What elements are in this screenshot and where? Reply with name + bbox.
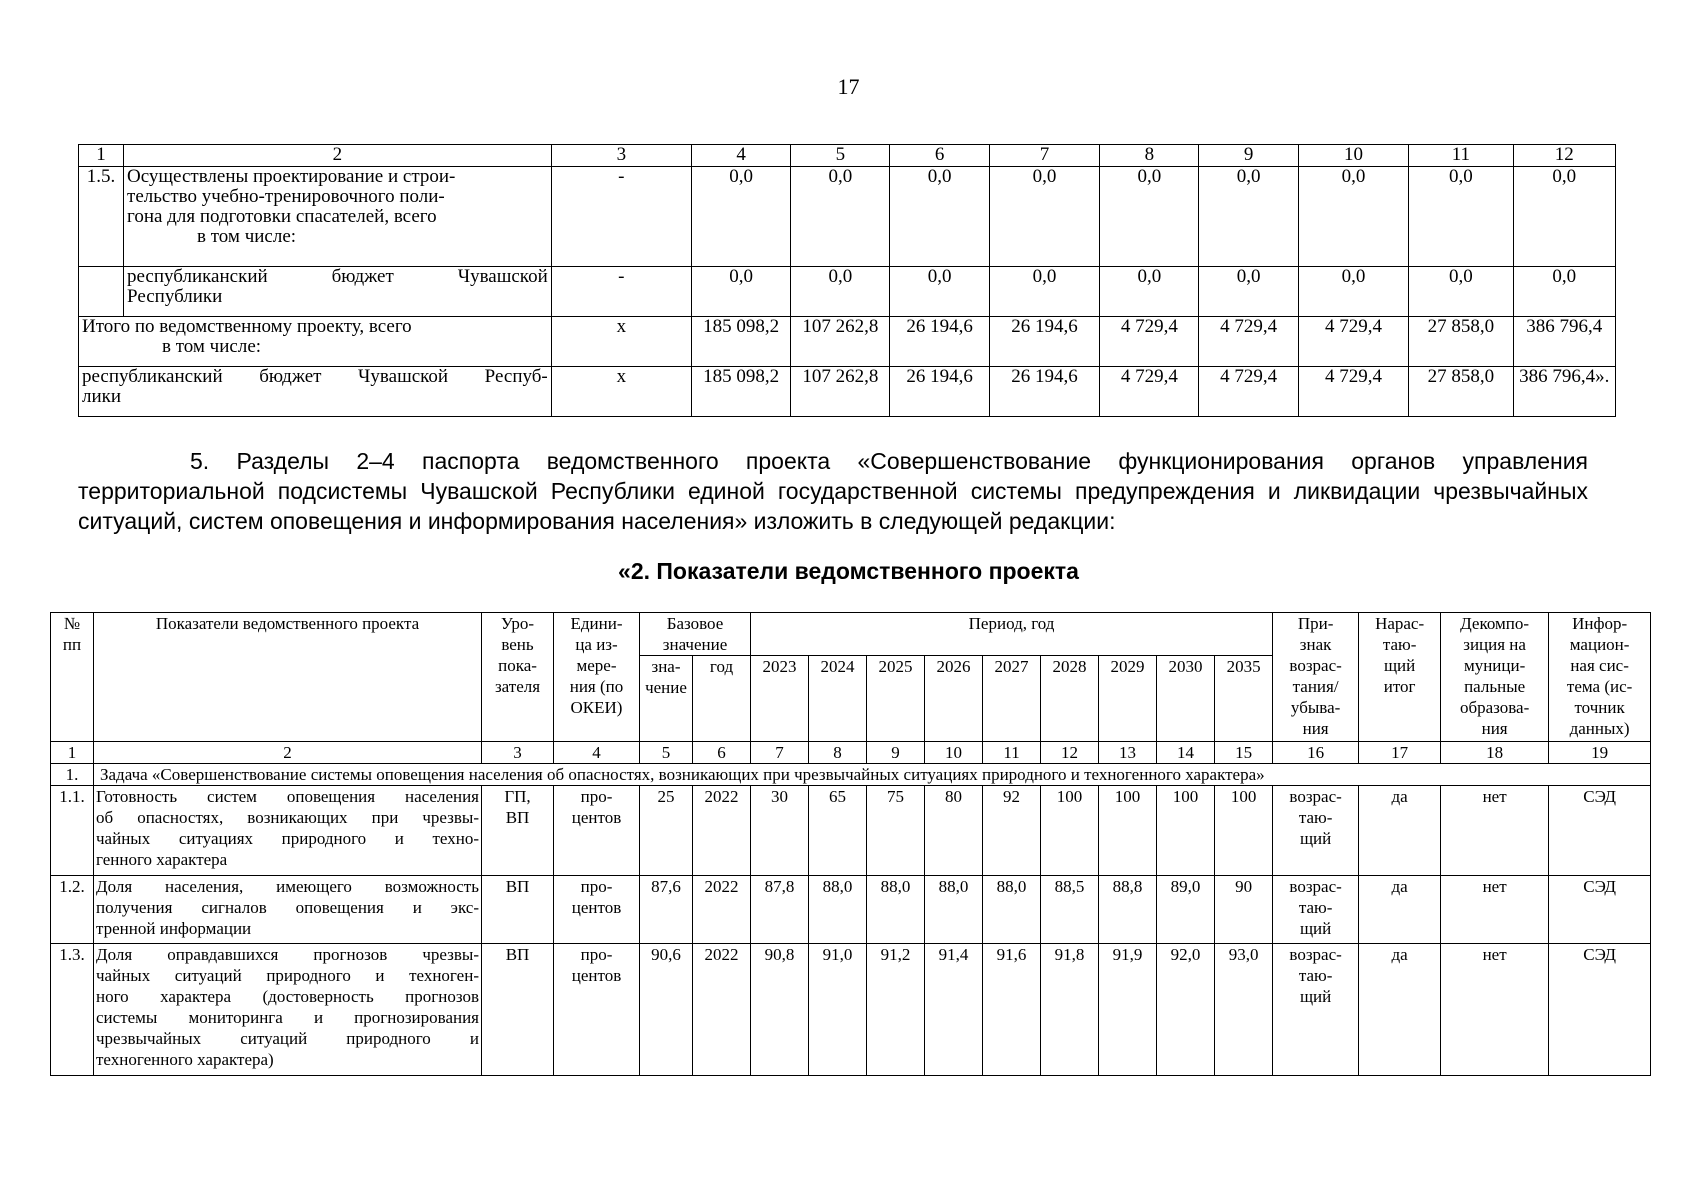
header-cell: 2 (124, 145, 552, 167)
header-year: 2027 (983, 656, 1041, 742)
header-line: зиция на (1463, 635, 1526, 654)
unit-line: про- (580, 945, 613, 964)
name-line: генного характера (96, 850, 228, 869)
name-line: Доля населения, имеющего возможность (96, 877, 479, 896)
name-line: чайных ситуаций природного и техноген- (96, 966, 479, 985)
header-line: При- (1297, 614, 1334, 633)
cell: 386 796,4 (1513, 317, 1615, 367)
indicator-name (94, 944, 482, 1076)
column-number: 17 (1359, 742, 1441, 764)
cell: 0,0 (791, 267, 890, 317)
cell: 26 194,6 (989, 317, 1100, 367)
header-line: таю- (1382, 635, 1417, 654)
unit-line: центов (571, 808, 622, 827)
base-year: 2022 (693, 786, 751, 876)
indicator-sign (1273, 786, 1359, 876)
indicator-level (482, 876, 554, 944)
indicator-infosystem: СЭД (1549, 876, 1651, 944)
description-line: Осуществлены проектирование и строи- (127, 166, 456, 187)
indicator-sign (1273, 944, 1359, 1076)
row-description (79, 367, 552, 417)
column-number: 3 (482, 742, 554, 764)
year-value: 100 (1215, 786, 1273, 876)
description-line: тельство учебно-тренировочного поли- (127, 186, 445, 207)
header-line: пока- (498, 656, 537, 675)
row-number: 1.5. (79, 167, 124, 267)
column-number: 16 (1273, 742, 1359, 764)
header-line: точник (1574, 698, 1625, 717)
header-line: тания/ (1292, 677, 1339, 696)
header-year: 2028 (1041, 656, 1099, 742)
name-line: ного характера (достоверность прогнозов (96, 987, 479, 1006)
header-line: ца из- (575, 635, 618, 654)
task-text: Задача «Совершенствование системы оповещения населения об опасностях, возникающих при чрезвычайных ситуациях природного и техногенного характера» (94, 764, 1651, 786)
cell: 0,0 (1513, 167, 1615, 267)
header-base (640, 613, 751, 656)
header-line: мере- (576, 656, 617, 675)
level-line: ГП, (504, 787, 531, 806)
description-line: республиканский бюджет Чувашской Респуб- (82, 366, 548, 387)
header-cell: 3 (551, 145, 691, 167)
cell: 0,0 (1100, 167, 1199, 267)
column-number: 15 (1215, 742, 1273, 764)
indicator-sign (1273, 876, 1359, 944)
column-number: 12 (1041, 742, 1099, 764)
cell: 4 729,4 (1100, 367, 1199, 417)
header-line: пальные (1464, 677, 1526, 696)
cell: 0,0 (890, 267, 989, 317)
task-row (51, 764, 1651, 786)
year-value: 30 (751, 786, 809, 876)
column-number: 5 (640, 742, 693, 764)
year-value: 89,0 (1157, 876, 1215, 944)
name-line: тренной информации (96, 919, 252, 938)
year-value: 90 (1215, 876, 1273, 944)
year-value: 91,6 (983, 944, 1041, 1076)
row-description (79, 317, 552, 367)
cell: 185 098,2 (691, 317, 790, 367)
cell: 0,0 (691, 167, 790, 267)
cell: 0,0 (1199, 267, 1298, 317)
cell: 4 729,4 (1298, 317, 1409, 367)
column-number: 10 (925, 742, 983, 764)
header-unit (554, 613, 640, 742)
header-line: знак (1299, 635, 1332, 654)
header-line: ОКЕИ) (570, 698, 623, 717)
column-number: 9 (867, 742, 925, 764)
cell: 0,0 (1298, 267, 1409, 317)
year-value: 91,0 (809, 944, 867, 1076)
year-value: 88,0 (983, 876, 1041, 944)
cell: 0,0 (1513, 267, 1615, 317)
year-value: 91,9 (1099, 944, 1157, 1076)
year-value: 100 (1041, 786, 1099, 876)
indicator-number: 1.1. (51, 786, 94, 876)
cell: 0,0 (989, 267, 1100, 317)
header-line: муници- (1463, 656, 1526, 675)
year-value: 75 (867, 786, 925, 876)
header-year: 2030 (1157, 656, 1215, 742)
indicator-name (94, 786, 482, 876)
header-cell: 8 (1100, 145, 1199, 167)
year-value: 91,2 (867, 944, 925, 1076)
header-number (51, 613, 94, 742)
header-line: значение (662, 635, 728, 654)
sign-line: таю- (1298, 898, 1333, 917)
task-number: 1. (51, 764, 94, 786)
year-value: 88,0 (809, 876, 867, 944)
cell: 4 729,4 (1100, 317, 1199, 367)
row-number (79, 267, 124, 317)
header-line: чение (645, 678, 687, 697)
year-value: 65 (809, 786, 867, 876)
cell: 26 194,6 (890, 317, 989, 367)
year-value: 88,0 (925, 876, 983, 944)
column-number: 1 (51, 742, 94, 764)
indicator-cumulative: да (1359, 786, 1441, 876)
column-number: 4 (554, 742, 640, 764)
header-cell: 7 (989, 145, 1100, 167)
header-cell: 9 (1199, 145, 1298, 167)
header-line: Нарас- (1375, 614, 1425, 633)
header-line: Уро- (500, 614, 535, 633)
indicator-unit (554, 786, 640, 876)
header-line: образова- (1459, 698, 1530, 717)
header-line: Инфор- (1572, 614, 1628, 633)
sign-line: таю- (1298, 966, 1333, 985)
cell: 26 194,6 (989, 367, 1100, 417)
header-line: Базовое (666, 614, 724, 633)
header-cell: 12 (1513, 145, 1615, 167)
description-line: лики (82, 386, 122, 407)
column-number: 7 (751, 742, 809, 764)
cell: 185 098,2 (691, 367, 790, 417)
year-value: 91,4 (925, 944, 983, 1076)
base-year: 2022 (693, 876, 751, 944)
header-cell: 4 (691, 145, 790, 167)
cell: 0,0 (1409, 267, 1513, 317)
header-line: ная сис- (1570, 656, 1629, 675)
cell: 0,0 (1100, 267, 1199, 317)
section-heading: «2. Показатели ведомственного проекта (618, 558, 1079, 584)
header-year: 2026 (925, 656, 983, 742)
header-decomposition (1441, 613, 1549, 742)
header-line: зателя (494, 677, 541, 696)
cell: 27 858,0 (1409, 317, 1513, 367)
header-cell: 1 (79, 145, 124, 167)
table-row (79, 267, 1616, 317)
header-line: ния (1481, 719, 1508, 738)
table-row-total (79, 367, 1616, 417)
indicator-level (482, 944, 554, 1076)
cell: 4 729,4 (1199, 367, 1298, 417)
table-header-row (51, 613, 1651, 656)
year-value: 88,5 (1041, 876, 1099, 944)
header-level (482, 613, 554, 742)
level-line: ВП (505, 945, 530, 964)
header-line: мацион- (1569, 635, 1630, 654)
year-value: 80 (925, 786, 983, 876)
cell: 0,0 (1199, 167, 1298, 267)
header-line: данных) (1569, 719, 1630, 738)
cell: 107 262,8 (791, 317, 890, 367)
header-cell: 10 (1298, 145, 1409, 167)
header-line: щий (1383, 656, 1416, 675)
header-line: убыва- (1290, 698, 1341, 717)
base-value: 87,6 (640, 876, 693, 944)
indicator-unit (554, 944, 640, 1076)
header-line: Декомпо- (1460, 614, 1530, 633)
header-year: 2025 (867, 656, 925, 742)
sign-line: щий (1299, 987, 1332, 1006)
header-cell: 11 (1409, 145, 1513, 167)
description-sub: в том числе: (162, 336, 262, 357)
header-cell: 6 (890, 145, 989, 167)
name-line: чайных ситуациях природного и техно- (96, 829, 479, 848)
amendment-paragraph: 5. Разделы 2–4 паспорта ведомственного проекта «Совершенствование функционирования органов управления территориальной подсистемы Чувашской Республики единой государственной системы предупреждения и ликвидации чрезвычайных ситуаций, систем оповещения и информирования населения» изложить в следующей редакции: (78, 448, 1588, 534)
indicator-infosystem: СЭД (1549, 944, 1651, 1076)
name-line: чрезвычайных ситуаций природного и (96, 1029, 479, 1048)
year-value: 87,8 (751, 876, 809, 944)
indicators-table (50, 612, 1651, 1076)
cell: 4 729,4 (1199, 317, 1298, 367)
cell: 0,0 (791, 167, 890, 267)
header-base-value (640, 656, 693, 742)
description-line: Итого по ведомственному проекту, всего (82, 316, 412, 337)
level-line: ВП (505, 808, 530, 827)
base-year: 2022 (693, 944, 751, 1076)
header-cell: 5 (791, 145, 890, 167)
indicator-decomposition: нет (1441, 876, 1549, 944)
column-numbers-row (51, 742, 1651, 764)
table-header-row (79, 145, 1616, 167)
header-line: вень (501, 635, 534, 654)
header-line: пп (62, 635, 82, 654)
description-sub: в том числе: (197, 226, 297, 247)
indicator-unit (554, 876, 640, 944)
column-number: 6 (693, 742, 751, 764)
header-line: ния (1302, 719, 1329, 738)
row-description (124, 167, 552, 267)
sign-line: возрас- (1289, 787, 1342, 806)
column-number: 2 (94, 742, 482, 764)
row-description (124, 267, 552, 317)
indicator-row (51, 876, 1651, 944)
table-row-total (79, 317, 1616, 367)
unit-line: центов (571, 966, 622, 985)
description-line: гона для подготовки спасателей, всего (127, 206, 437, 227)
header-sign (1273, 613, 1359, 742)
base-value: 25 (640, 786, 693, 876)
year-value: 92,0 (1157, 944, 1215, 1076)
year-value: 91,8 (1041, 944, 1099, 1076)
header-line: возрас- (1289, 656, 1342, 675)
header-line: итог (1383, 677, 1416, 696)
cell: - (551, 267, 691, 317)
name-line: системы мониторинга и прогнозирования (96, 1008, 479, 1027)
column-number: 18 (1441, 742, 1549, 764)
column-number: 8 (809, 742, 867, 764)
cell: 27 858,0 (1409, 367, 1513, 417)
unit-line: про- (580, 877, 613, 896)
year-value: 100 (1157, 786, 1215, 876)
cell: 386 796,4». (1513, 367, 1615, 417)
indicator-number: 1.3. (51, 944, 94, 1076)
header-year: 2024 (809, 656, 867, 742)
base-value: 90,6 (640, 944, 693, 1076)
header-period: Период, год (751, 613, 1273, 656)
name-line: техногенного характера) (96, 1050, 274, 1069)
cell: x (551, 367, 691, 417)
header-line: тема (ис- (1566, 677, 1633, 696)
indicator-cumulative: да (1359, 876, 1441, 944)
year-value: 88,8 (1099, 876, 1157, 944)
indicator-number: 1.2. (51, 876, 94, 944)
indicator-decomposition: нет (1441, 786, 1549, 876)
year-value: 92 (983, 786, 1041, 876)
sign-line: возрас- (1289, 945, 1342, 964)
indicator-level (482, 786, 554, 876)
indicator-decomposition: нет (1441, 944, 1549, 1076)
page-number: 17 (837, 74, 860, 99)
cell: 107 262,8 (791, 367, 890, 417)
unit-line: центов (571, 898, 622, 917)
year-value: 90,8 (751, 944, 809, 1076)
header-cumulative (1359, 613, 1441, 742)
budget-table (78, 144, 1616, 417)
indicator-name (94, 876, 482, 944)
header-base-year: год (693, 656, 751, 742)
column-number: 11 (983, 742, 1041, 764)
description-line: Республики (127, 286, 223, 307)
cell: 0,0 (691, 267, 790, 317)
sign-line: щий (1299, 919, 1332, 938)
cell: 0,0 (890, 167, 989, 267)
header-year: 2023 (751, 656, 809, 742)
description-line: республиканский бюджет Чувашской (127, 266, 548, 287)
cell: 4 729,4 (1298, 367, 1409, 417)
table-row (79, 167, 1616, 267)
name-line: Готовность систем оповещения населения (96, 787, 479, 806)
year-value: 93,0 (1215, 944, 1273, 1076)
indicator-infosystem: СЭД (1549, 786, 1651, 876)
column-number: 14 (1157, 742, 1215, 764)
indicator-row (51, 944, 1651, 1076)
indicator-cumulative: да (1359, 944, 1441, 1076)
cell: 0,0 (989, 167, 1100, 267)
indicator-row (51, 786, 1651, 876)
header-year: 2029 (1099, 656, 1157, 742)
cell: 0,0 (1409, 167, 1513, 267)
header-line: ния (по (569, 677, 624, 696)
column-number: 13 (1099, 742, 1157, 764)
header-indicators: Показатели ведомственного проекта (94, 613, 482, 742)
header-line: № (63, 614, 81, 633)
cell: - (551, 167, 691, 267)
year-value: 100 (1099, 786, 1157, 876)
header-line: зна- (651, 657, 681, 676)
cell: 26 194,6 (890, 367, 989, 417)
sign-line: щий (1299, 829, 1332, 848)
sign-line: возрас- (1289, 877, 1342, 896)
column-number: 19 (1549, 742, 1651, 764)
level-line: ВП (505, 877, 530, 896)
cell: 0,0 (1298, 167, 1409, 267)
unit-line: про- (580, 787, 613, 806)
header-infosystem (1549, 613, 1651, 742)
name-line: Доля оправдавшихся прогнозов чрезвы- (96, 945, 479, 964)
name-line: об опасностях, возникающих при чрезвы- (96, 808, 479, 827)
header-year: 2035 (1215, 656, 1273, 742)
sign-line: таю- (1298, 808, 1333, 827)
name-line: получения сигналов оповещения и экс- (96, 898, 479, 917)
year-value: 88,0 (867, 876, 925, 944)
cell: x (551, 317, 691, 367)
header-line: Едини- (570, 614, 623, 633)
